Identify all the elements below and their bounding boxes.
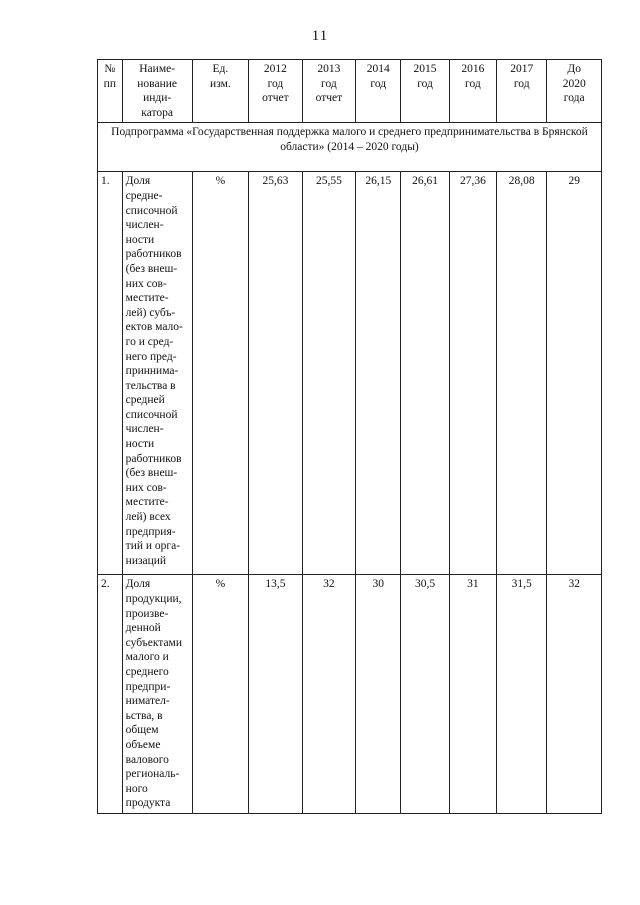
indicator-name-line: предпри- <box>125 680 171 693</box>
indicator-name-line: них сов- <box>125 277 167 290</box>
header-unit: Ед. изм. <box>192 60 249 123</box>
indicator-name-line: ектов мало- <box>125 321 183 334</box>
header-num: № пп <box>98 60 123 123</box>
table-row <box>98 172 602 575</box>
value-2014: 26,15 <box>356 172 401 575</box>
row-number: 1. <box>98 172 123 575</box>
indicator-name-line: произве- <box>125 607 169 620</box>
indicator-name-line: лей) субъ- <box>125 306 176 319</box>
indicator-name-line: ности <box>125 438 155 451</box>
indicator-name-line: предприя- <box>125 525 176 538</box>
indicator-name-line: работников <box>125 248 182 261</box>
indicator-name-line: списочной <box>125 408 178 421</box>
indicator-name-line: общем <box>125 724 159 737</box>
value-2016: 31 <box>449 575 496 814</box>
value-2017: 31,5 <box>497 575 547 814</box>
value-2015: 30,5 <box>401 575 449 814</box>
page-number: 11 <box>311 28 329 44</box>
indicator-name-line: ьства, в <box>125 709 163 722</box>
header-row <box>98 60 602 123</box>
indicator-name-line: Доля <box>125 175 151 188</box>
indicator-name-line: продукта <box>125 797 171 810</box>
value-2013: 32 <box>302 575 355 814</box>
indicator-name <box>122 172 192 575</box>
indicator-name-line: числен- <box>125 219 164 232</box>
indicator-name-line: лей) всех <box>125 511 171 524</box>
indicator-name <box>122 575 192 814</box>
indicator-name-line: тельства в <box>125 379 176 392</box>
indicator-name-line: низаций <box>125 554 167 567</box>
header-2017: 2017 год <box>497 60 547 123</box>
unit-cell: % <box>192 575 249 814</box>
header-2012: 2012 год отчет <box>249 60 302 123</box>
table-row <box>98 575 602 814</box>
indicator-name-line: го и сред- <box>125 335 174 348</box>
value-2012: 25,63 <box>249 172 302 575</box>
value-2016: 27,36 <box>449 172 496 575</box>
value-2015: 26,61 <box>401 172 449 575</box>
indicator-name-line: ности <box>125 233 155 246</box>
value-2017: 28,08 <box>497 172 547 575</box>
indicator-name-line: тий и орга- <box>125 540 181 553</box>
indicators-table <box>97 59 602 814</box>
indicator-name-line: продукции, <box>125 592 182 605</box>
indicator-name-line: них сов- <box>125 481 167 494</box>
header-name: Наиме- нование инди- катора <box>122 60 192 123</box>
row-number: 2. <box>98 575 123 814</box>
indicator-name-line: малого и <box>125 651 169 664</box>
indicator-name-line: местите- <box>125 496 169 509</box>
indicator-name-line: него пред- <box>125 350 177 363</box>
value-2013: 25,55 <box>302 172 355 575</box>
indicator-name-line: средне- <box>125 189 163 202</box>
indicator-name-line: объеме <box>125 738 161 751</box>
header-2014: 2014 год <box>356 60 401 123</box>
indicator-name-line: числен- <box>125 423 164 436</box>
indicator-name-line: нимател- <box>125 695 170 708</box>
indicator-name-line: приннима- <box>125 365 179 378</box>
indicator-name-line: валового <box>125 753 169 766</box>
indicator-name-line: работников <box>125 452 182 465</box>
header-2015: 2015 год <box>401 60 449 123</box>
value-2014: 30 <box>356 575 401 814</box>
subprogram-title: Подпрограмма «Государственная поддержка малого и среднего предпринимательства в Брянской области» (2014 – 2020 годы) <box>98 123 602 172</box>
indicator-name-line: (без внеш- <box>125 467 178 480</box>
indicator-name-line: региональ- <box>125 768 180 781</box>
header-2013: 2013 год отчет <box>302 60 355 123</box>
indicator-name-line: средней <box>125 394 165 407</box>
unit-cell: % <box>192 172 249 575</box>
subprogram-row <box>98 123 602 172</box>
indicator-name-line: ного <box>125 782 148 795</box>
indicator-name-line: списочной <box>125 204 178 217</box>
indicator-name-line: местите- <box>125 292 169 305</box>
indicator-name-line: Доля <box>125 578 151 591</box>
value-2020: 29 <box>547 172 602 575</box>
indicator-name-line: субъектами <box>125 636 182 649</box>
indicator-name-line: среднего <box>125 665 169 678</box>
header-2016: 2016 год <box>449 60 496 123</box>
value-2012: 13,5 <box>249 575 302 814</box>
indicator-name-line: денной <box>125 622 161 635</box>
value-2020: 32 <box>547 575 602 814</box>
header-2020: До 2020 года <box>547 60 602 123</box>
indicator-name-line: (без внеш- <box>125 262 178 275</box>
